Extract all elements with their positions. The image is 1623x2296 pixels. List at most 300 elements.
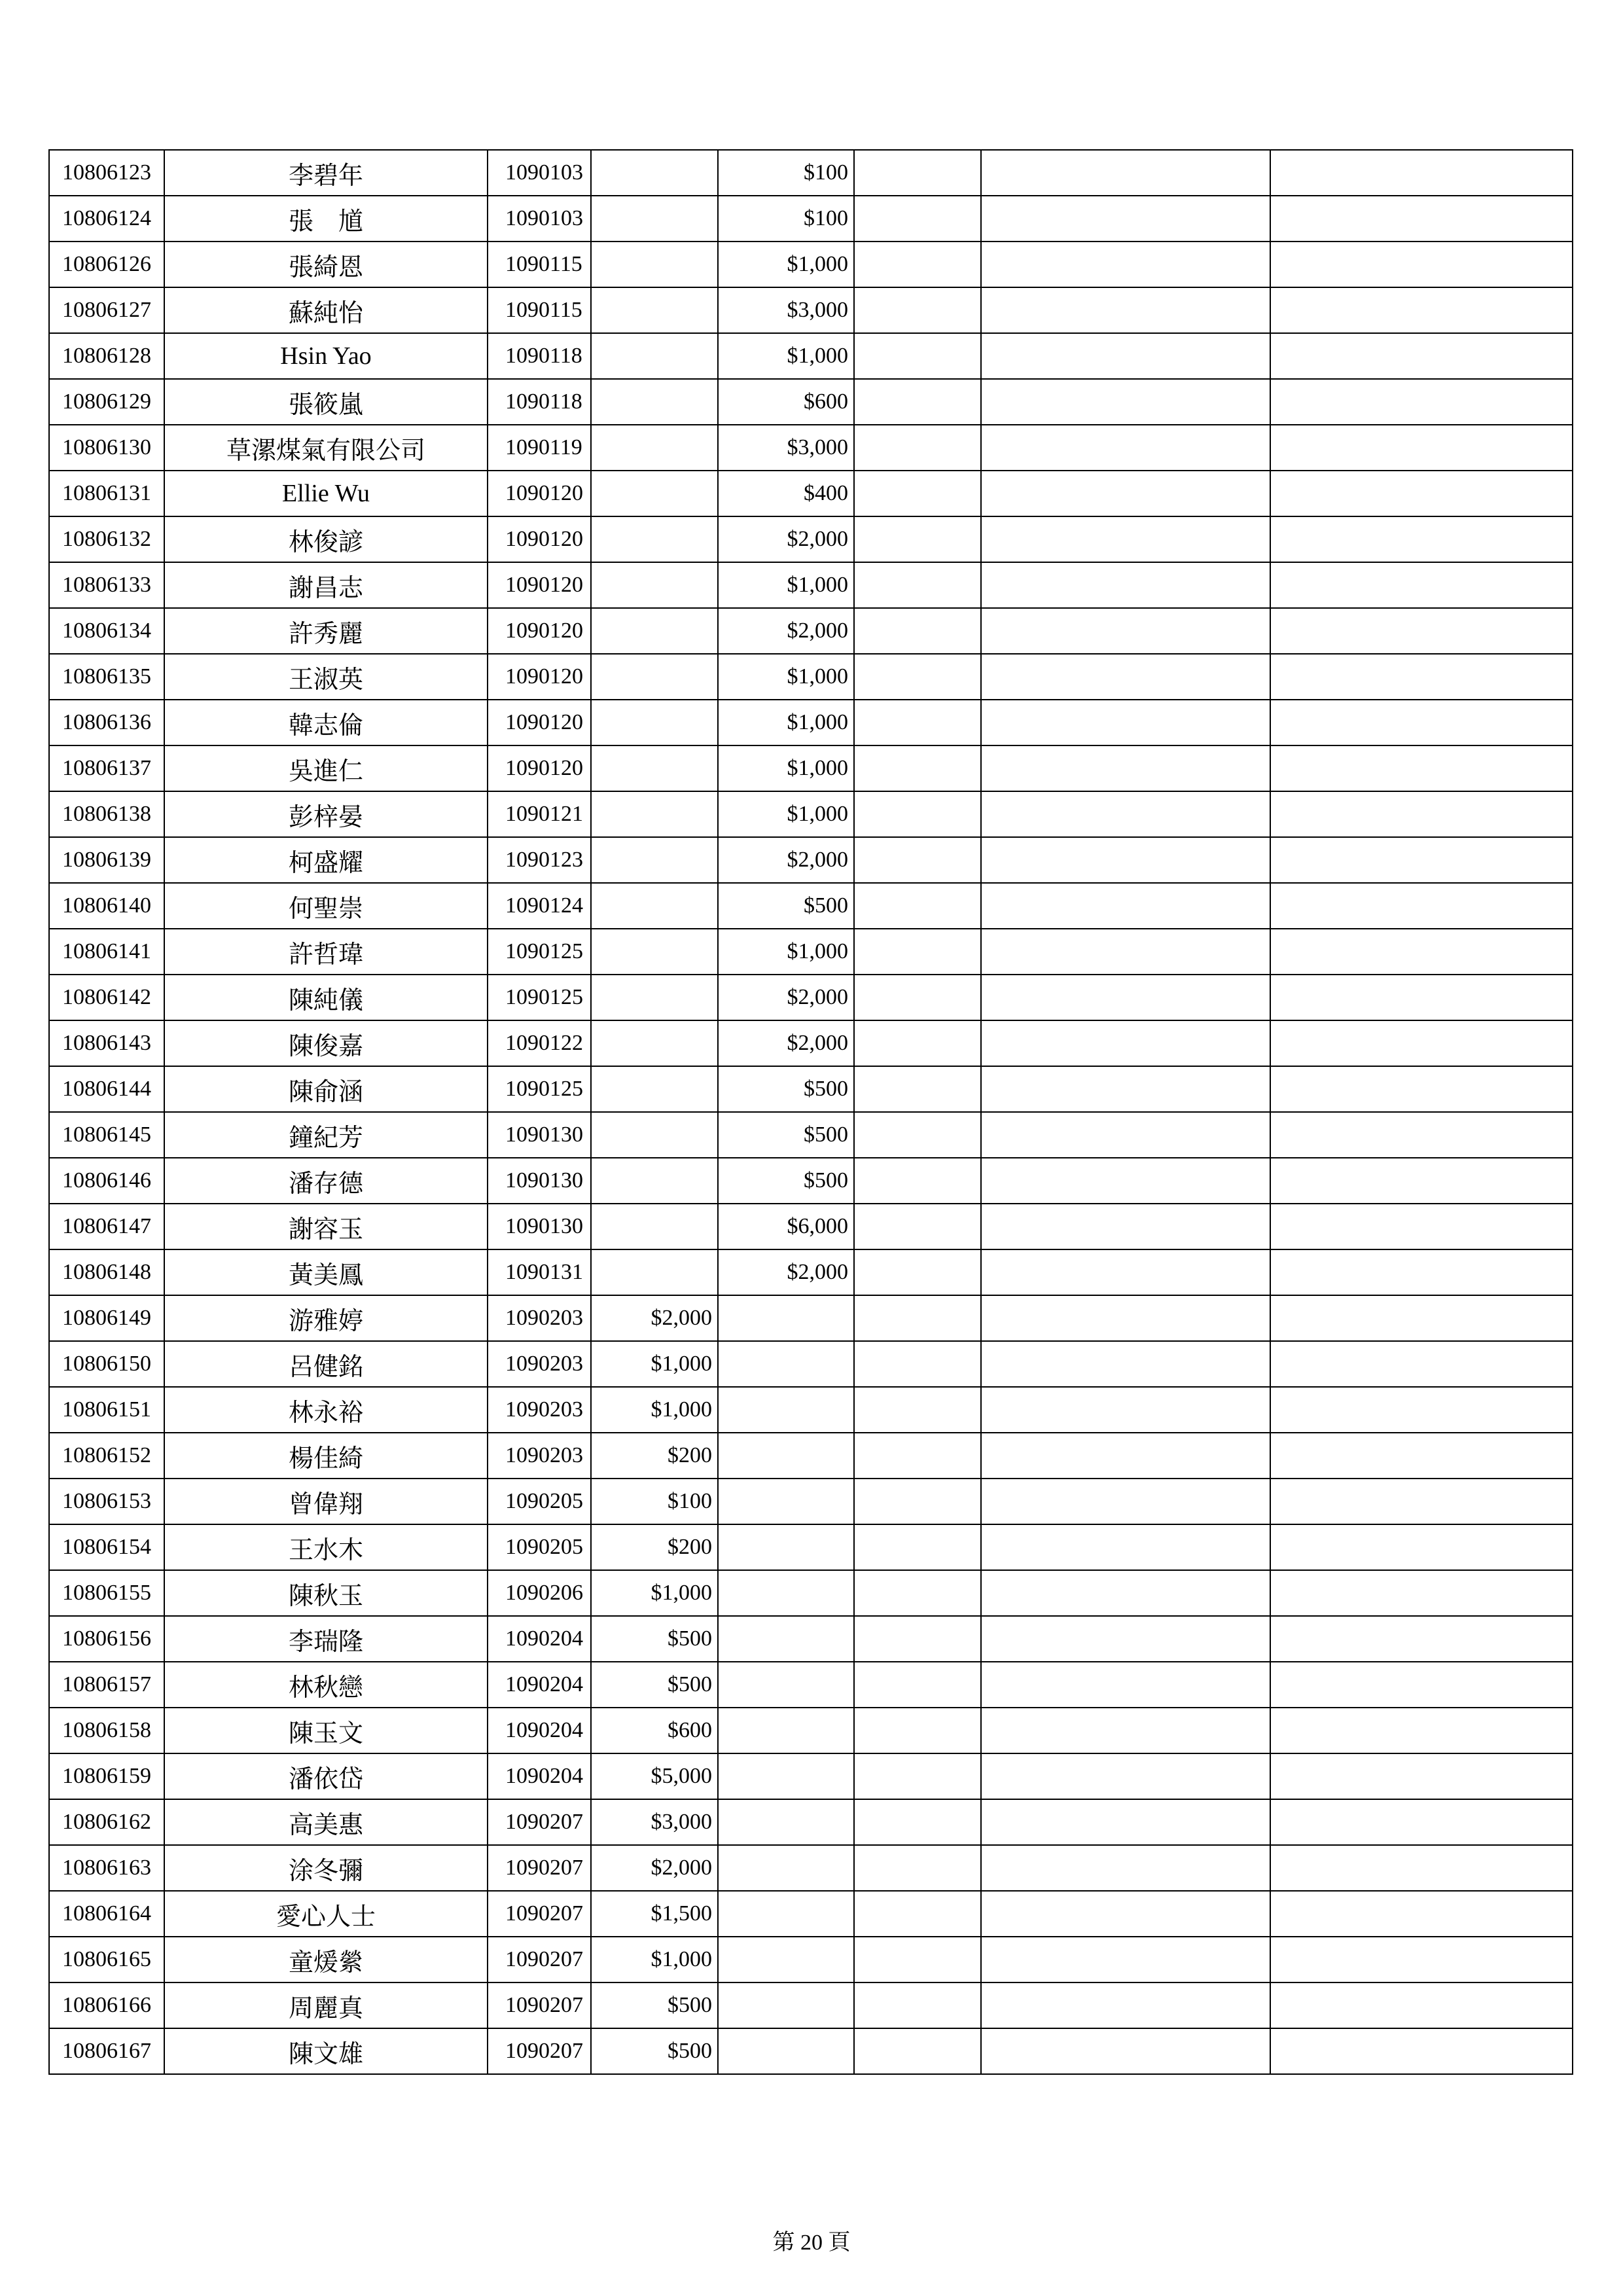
table-row xyxy=(49,1708,1573,1753)
amount-cell: $6,000 xyxy=(718,1204,854,1249)
table-row xyxy=(49,837,1573,883)
empty-cell xyxy=(1270,883,1573,929)
amount-cell: $500 xyxy=(591,2028,718,2074)
amount-cell xyxy=(591,883,718,929)
empty-cell xyxy=(1270,1708,1573,1753)
empty-cell xyxy=(981,608,1270,654)
receipt-id-cell: 10806166 xyxy=(49,1982,164,2028)
date-cell: 1090124 xyxy=(488,883,591,929)
amount-cell: $600 xyxy=(718,379,854,425)
empty-cell xyxy=(1270,1249,1573,1295)
date-cell: 1090203 xyxy=(488,1341,591,1387)
amount-cell: $100 xyxy=(591,1479,718,1524)
empty-cell xyxy=(981,883,1270,929)
empty-cell xyxy=(981,379,1270,425)
empty-cell xyxy=(1270,1433,1573,1479)
amount-cell: $5,000 xyxy=(591,1753,718,1799)
empty-cell xyxy=(854,1341,981,1387)
empty-cell xyxy=(1270,1112,1573,1158)
empty-cell xyxy=(854,1524,981,1570)
table-row xyxy=(49,1387,1573,1433)
date-cell: 1090205 xyxy=(488,1524,591,1570)
empty-cell xyxy=(981,1112,1270,1158)
amount-cell: $500 xyxy=(591,1616,718,1662)
date-cell: 1090204 xyxy=(488,1753,591,1799)
date-cell: 1090204 xyxy=(488,1708,591,1753)
amount-cell: $200 xyxy=(591,1524,718,1570)
amount-cell: $1,000 xyxy=(718,242,854,287)
amount-cell: $1,500 xyxy=(591,1891,718,1937)
donor-name-cell: 謝容玉 xyxy=(164,1204,488,1249)
amount-cell xyxy=(591,745,718,791)
empty-cell xyxy=(854,242,981,287)
receipt-id-cell: 10806140 xyxy=(49,883,164,929)
table-row xyxy=(49,1020,1573,1066)
donor-name-cell: 韓志倫 xyxy=(164,700,488,745)
donor-name-cell: 謝昌志 xyxy=(164,562,488,608)
date-cell: 1090125 xyxy=(488,929,591,975)
date-cell: 1090120 xyxy=(488,471,591,516)
empty-cell xyxy=(981,1753,1270,1799)
table-row xyxy=(49,425,1573,471)
donor-name-cell: 黃美鳳 xyxy=(164,1249,488,1295)
date-cell: 1090130 xyxy=(488,1112,591,1158)
donor-name-cell: 柯盛耀 xyxy=(164,837,488,883)
receipt-id-cell: 10806150 xyxy=(49,1341,164,1387)
donor-name-cell: 李碧年 xyxy=(164,150,488,196)
amount-cell xyxy=(591,1020,718,1066)
donor-name-cell: 呂健銘 xyxy=(164,1341,488,1387)
empty-cell xyxy=(1270,654,1573,700)
table-row xyxy=(49,883,1573,929)
donor-name-cell: 許秀麗 xyxy=(164,608,488,654)
empty-cell xyxy=(854,1066,981,1112)
donor-name-cell: 林秋戀 xyxy=(164,1662,488,1708)
date-cell: 1090120 xyxy=(488,700,591,745)
empty-cell xyxy=(854,1112,981,1158)
donor-name-cell: 陳俞涵 xyxy=(164,1066,488,1112)
date-cell: 1090103 xyxy=(488,196,591,242)
donor-name-cell: 王淑英 xyxy=(164,654,488,700)
donor-name-cell: 高美惠 xyxy=(164,1799,488,1845)
table-row xyxy=(49,1891,1573,1937)
date-cell: 1090118 xyxy=(488,333,591,379)
receipt-id-cell: 10806165 xyxy=(49,1937,164,1982)
empty-cell xyxy=(981,1708,1270,1753)
receipt-id-cell: 10806135 xyxy=(49,654,164,700)
date-cell: 1090123 xyxy=(488,837,591,883)
amount-cell xyxy=(591,242,718,287)
amount-cell xyxy=(591,333,718,379)
amount-cell xyxy=(718,1295,854,1341)
table-row xyxy=(49,1433,1573,1479)
table-row xyxy=(49,1204,1573,1249)
donor-name-cell: 李瑞隆 xyxy=(164,1616,488,1662)
empty-cell xyxy=(981,1662,1270,1708)
donor-name-cell: 周麗真 xyxy=(164,1982,488,2028)
empty-cell xyxy=(1270,1616,1573,1662)
empty-cell xyxy=(981,1799,1270,1845)
amount-cell xyxy=(591,1204,718,1249)
amount-cell xyxy=(591,1249,718,1295)
date-cell: 1090207 xyxy=(488,1982,591,2028)
empty-cell xyxy=(1270,1845,1573,1891)
date-cell: 1090205 xyxy=(488,1479,591,1524)
date-cell: 1090119 xyxy=(488,425,591,471)
amount-cell: $1,000 xyxy=(718,929,854,975)
receipt-id-cell: 10806139 xyxy=(49,837,164,883)
receipt-id-cell: 10806153 xyxy=(49,1479,164,1524)
amount-cell xyxy=(718,1479,854,1524)
amount-cell xyxy=(591,1158,718,1204)
amount-cell xyxy=(718,1845,854,1891)
empty-cell xyxy=(854,837,981,883)
amount-cell: $1,000 xyxy=(591,1570,718,1616)
amount-cell xyxy=(591,471,718,516)
empty-cell xyxy=(854,1845,981,1891)
table-row xyxy=(49,700,1573,745)
table-row xyxy=(49,1845,1573,1891)
empty-cell xyxy=(854,1982,981,2028)
donor-name-cell: 何聖崇 xyxy=(164,883,488,929)
donation-table xyxy=(48,149,1573,2075)
table-row xyxy=(49,1066,1573,1112)
empty-cell xyxy=(1270,1387,1573,1433)
empty-cell xyxy=(981,1479,1270,1524)
table-row xyxy=(49,471,1573,516)
amount-cell xyxy=(718,1433,854,1479)
donor-name-cell: 彭梓晏 xyxy=(164,791,488,837)
date-cell: 1090120 xyxy=(488,745,591,791)
amount-cell: $2,000 xyxy=(718,975,854,1020)
empty-cell xyxy=(854,791,981,837)
empty-cell xyxy=(854,1753,981,1799)
amount-cell xyxy=(718,1937,854,1982)
amount-cell xyxy=(718,1570,854,1616)
empty-cell xyxy=(1270,1937,1573,1982)
amount-cell: $500 xyxy=(718,1112,854,1158)
empty-cell xyxy=(981,1158,1270,1204)
receipt-id-cell: 10806158 xyxy=(49,1708,164,1753)
receipt-id-cell: 10806136 xyxy=(49,700,164,745)
empty-cell xyxy=(981,2028,1270,2074)
empty-cell xyxy=(1270,150,1573,196)
date-cell: 1090203 xyxy=(488,1433,591,1479)
table-row xyxy=(49,379,1573,425)
empty-cell xyxy=(1270,837,1573,883)
amount-cell xyxy=(718,1524,854,1570)
date-cell: 1090115 xyxy=(488,242,591,287)
date-cell: 1090120 xyxy=(488,608,591,654)
receipt-id-cell: 10806163 xyxy=(49,1845,164,1891)
empty-cell xyxy=(1270,1204,1573,1249)
empty-cell xyxy=(1270,791,1573,837)
amount-cell: $100 xyxy=(718,196,854,242)
amount-cell xyxy=(591,654,718,700)
empty-cell xyxy=(981,975,1270,1020)
receipt-id-cell: 10806155 xyxy=(49,1570,164,1616)
empty-cell xyxy=(981,1204,1270,1249)
empty-cell xyxy=(854,654,981,700)
empty-cell xyxy=(1270,1662,1573,1708)
table-row xyxy=(49,1937,1573,1982)
amount-cell xyxy=(718,1708,854,1753)
empty-cell xyxy=(1270,516,1573,562)
empty-cell xyxy=(1270,975,1573,1020)
receipt-id-cell: 10806124 xyxy=(49,196,164,242)
empty-cell xyxy=(854,1616,981,1662)
receipt-id-cell: 10806132 xyxy=(49,516,164,562)
table-row xyxy=(49,150,1573,196)
amount-cell xyxy=(718,1982,854,2028)
receipt-id-cell: 10806162 xyxy=(49,1799,164,1845)
empty-cell xyxy=(854,883,981,929)
date-cell: 1090130 xyxy=(488,1204,591,1249)
empty-cell xyxy=(981,562,1270,608)
date-cell: 1090120 xyxy=(488,654,591,700)
empty-cell xyxy=(854,1891,981,1937)
donor-name-cell: 陳純儀 xyxy=(164,975,488,1020)
date-cell: 1090125 xyxy=(488,1066,591,1112)
empty-cell xyxy=(1270,562,1573,608)
empty-cell xyxy=(1270,1020,1573,1066)
empty-cell xyxy=(981,745,1270,791)
amount-cell xyxy=(718,1387,854,1433)
receipt-id-cell: 10806159 xyxy=(49,1753,164,1799)
receipt-id-cell: 10806131 xyxy=(49,471,164,516)
empty-cell xyxy=(981,1845,1270,1891)
amount-cell xyxy=(591,287,718,333)
receipt-id-cell: 10806142 xyxy=(49,975,164,1020)
receipt-id-cell: 10806138 xyxy=(49,791,164,837)
donor-name-cell: 王水木 xyxy=(164,1524,488,1570)
receipt-id-cell: 10806164 xyxy=(49,1891,164,1937)
empty-cell xyxy=(854,196,981,242)
empty-cell xyxy=(981,425,1270,471)
receipt-id-cell: 10806141 xyxy=(49,929,164,975)
receipt-id-cell: 10806137 xyxy=(49,745,164,791)
empty-cell xyxy=(981,1387,1270,1433)
table-row xyxy=(49,1341,1573,1387)
empty-cell xyxy=(854,1662,981,1708)
date-cell: 1090121 xyxy=(488,791,591,837)
date-cell: 1090204 xyxy=(488,1662,591,1708)
date-cell: 1090207 xyxy=(488,1799,591,1845)
amount-cell: $500 xyxy=(591,1982,718,2028)
table-row xyxy=(49,791,1573,837)
table-row xyxy=(49,562,1573,608)
empty-cell xyxy=(981,333,1270,379)
amount-cell xyxy=(718,1616,854,1662)
amount-cell: $1,000 xyxy=(718,333,854,379)
empty-cell xyxy=(854,1433,981,1479)
amount-cell: $1,000 xyxy=(718,700,854,745)
empty-cell xyxy=(1270,2028,1573,2074)
amount-cell: $3,000 xyxy=(591,1799,718,1845)
empty-cell xyxy=(1270,196,1573,242)
empty-cell xyxy=(1270,1479,1573,1524)
donor-name-cell: 蘇純怡 xyxy=(164,287,488,333)
donor-name-cell: 陳秋玉 xyxy=(164,1570,488,1616)
receipt-id-cell: 10806167 xyxy=(49,2028,164,2074)
receipt-id-cell: 10806126 xyxy=(49,242,164,287)
empty-cell xyxy=(1270,425,1573,471)
donor-name-cell: 林永裕 xyxy=(164,1387,488,1433)
date-cell: 1090115 xyxy=(488,287,591,333)
empty-cell xyxy=(854,975,981,1020)
amount-cell: $2,000 xyxy=(718,608,854,654)
empty-cell xyxy=(1270,287,1573,333)
receipt-id-cell: 10806157 xyxy=(49,1662,164,1708)
receipt-id-cell: 10806145 xyxy=(49,1112,164,1158)
table-row xyxy=(49,1570,1573,1616)
table-row xyxy=(49,287,1573,333)
amount-cell xyxy=(591,1112,718,1158)
receipt-id-cell: 10806130 xyxy=(49,425,164,471)
empty-cell xyxy=(981,1982,1270,2028)
receipt-id-cell: 10806152 xyxy=(49,1433,164,1479)
empty-cell xyxy=(1270,1891,1573,1937)
amount-cell xyxy=(591,425,718,471)
amount-cell: $2,000 xyxy=(591,1845,718,1891)
amount-cell xyxy=(718,1891,854,1937)
amount-cell xyxy=(718,2028,854,2074)
receipt-id-cell: 10806149 xyxy=(49,1295,164,1341)
amount-cell: $100 xyxy=(718,150,854,196)
amount-cell xyxy=(718,1799,854,1845)
empty-cell xyxy=(854,287,981,333)
amount-cell: $600 xyxy=(591,1708,718,1753)
amount-cell xyxy=(718,1662,854,1708)
receipt-id-cell: 10806144 xyxy=(49,1066,164,1112)
donor-name-cell: 林俊諺 xyxy=(164,516,488,562)
amount-cell: $500 xyxy=(718,1066,854,1112)
donor-name-cell: 游雅婷 xyxy=(164,1295,488,1341)
empty-cell xyxy=(1270,1341,1573,1387)
empty-cell xyxy=(854,929,981,975)
amount-cell: $500 xyxy=(718,1158,854,1204)
empty-cell xyxy=(981,654,1270,700)
empty-cell xyxy=(854,562,981,608)
page-number: 第 20 頁 xyxy=(772,2231,851,2255)
receipt-id-cell: 10806129 xyxy=(49,379,164,425)
amount-cell xyxy=(718,1341,854,1387)
empty-cell xyxy=(981,150,1270,196)
table-row xyxy=(49,745,1573,791)
empty-cell xyxy=(1270,379,1573,425)
empty-cell xyxy=(981,1570,1270,1616)
date-cell: 1090125 xyxy=(488,975,591,1020)
receipt-id-cell: 10806127 xyxy=(49,287,164,333)
donor-name-cell: 涂冬彌 xyxy=(164,1845,488,1891)
donor-name-cell: Hsin Yao xyxy=(164,333,488,379)
amount-cell: $1,000 xyxy=(718,745,854,791)
date-cell: 1090207 xyxy=(488,2028,591,2074)
amount-cell: $2,000 xyxy=(718,516,854,562)
table-row xyxy=(49,1249,1573,1295)
empty-cell xyxy=(854,2028,981,2074)
empty-cell xyxy=(854,1570,981,1616)
donor-name-cell: 張綺恩 xyxy=(164,242,488,287)
donor-name-cell: 吳進仁 xyxy=(164,745,488,791)
date-cell: 1090131 xyxy=(488,1249,591,1295)
table-body xyxy=(49,150,1573,2074)
receipt-id-cell: 10806133 xyxy=(49,562,164,608)
table-row xyxy=(49,2028,1573,2074)
empty-cell xyxy=(854,471,981,516)
donor-name-cell: 陳玉文 xyxy=(164,1708,488,1753)
amount-cell: $1,000 xyxy=(591,1387,718,1433)
empty-cell xyxy=(981,791,1270,837)
empty-cell xyxy=(1270,929,1573,975)
empty-cell xyxy=(1270,745,1573,791)
donor-name-cell: 陳文雄 xyxy=(164,2028,488,2074)
receipt-id-cell: 10806154 xyxy=(49,1524,164,1570)
date-cell: 1090207 xyxy=(488,1845,591,1891)
empty-cell xyxy=(854,150,981,196)
empty-cell xyxy=(981,1020,1270,1066)
receipt-id-cell: 10806134 xyxy=(49,608,164,654)
date-cell: 1090207 xyxy=(488,1937,591,1982)
empty-cell xyxy=(1270,1753,1573,1799)
empty-cell xyxy=(981,1616,1270,1662)
empty-cell xyxy=(981,1295,1270,1341)
empty-cell xyxy=(981,1066,1270,1112)
amount-cell: $1,000 xyxy=(718,654,854,700)
donor-name-cell: 潘依岱 xyxy=(164,1753,488,1799)
empty-cell xyxy=(981,471,1270,516)
amount-cell xyxy=(591,608,718,654)
donor-name-cell: 許哲瑋 xyxy=(164,929,488,975)
table-row xyxy=(49,1158,1573,1204)
table-row xyxy=(49,1295,1573,1341)
receipt-id-cell: 10806128 xyxy=(49,333,164,379)
empty-cell xyxy=(981,1937,1270,1982)
empty-cell xyxy=(1270,1982,1573,2028)
date-cell: 1090203 xyxy=(488,1387,591,1433)
empty-cell xyxy=(981,516,1270,562)
empty-cell xyxy=(1270,1799,1573,1845)
empty-cell xyxy=(1270,1570,1573,1616)
receipt-id-cell: 10806156 xyxy=(49,1616,164,1662)
date-cell: 1090207 xyxy=(488,1891,591,1937)
donor-name-cell: 張 馗 xyxy=(164,196,488,242)
empty-cell xyxy=(854,1204,981,1249)
receipt-id-cell: 10806123 xyxy=(49,150,164,196)
donor-name-cell: 張筱嵐 xyxy=(164,379,488,425)
empty-cell xyxy=(981,929,1270,975)
table-row xyxy=(49,1662,1573,1708)
empty-cell xyxy=(1270,608,1573,654)
table-row xyxy=(49,516,1573,562)
donor-name-cell: Ellie Wu xyxy=(164,471,488,516)
amount-cell xyxy=(591,196,718,242)
date-cell: 1090203 xyxy=(488,1295,591,1341)
empty-cell xyxy=(854,608,981,654)
amount-cell xyxy=(591,837,718,883)
empty-cell xyxy=(854,1937,981,1982)
amount-cell: $500 xyxy=(718,883,854,929)
empty-cell xyxy=(854,379,981,425)
empty-cell xyxy=(981,700,1270,745)
donor-name-cell: 童煖縈 xyxy=(164,1937,488,1982)
empty-cell xyxy=(981,1249,1270,1295)
donor-name-cell: 愛心人士 xyxy=(164,1891,488,1937)
amount-cell: $1,000 xyxy=(591,1937,718,1982)
empty-cell xyxy=(854,425,981,471)
empty-cell xyxy=(854,1708,981,1753)
table-row xyxy=(49,1982,1573,2028)
